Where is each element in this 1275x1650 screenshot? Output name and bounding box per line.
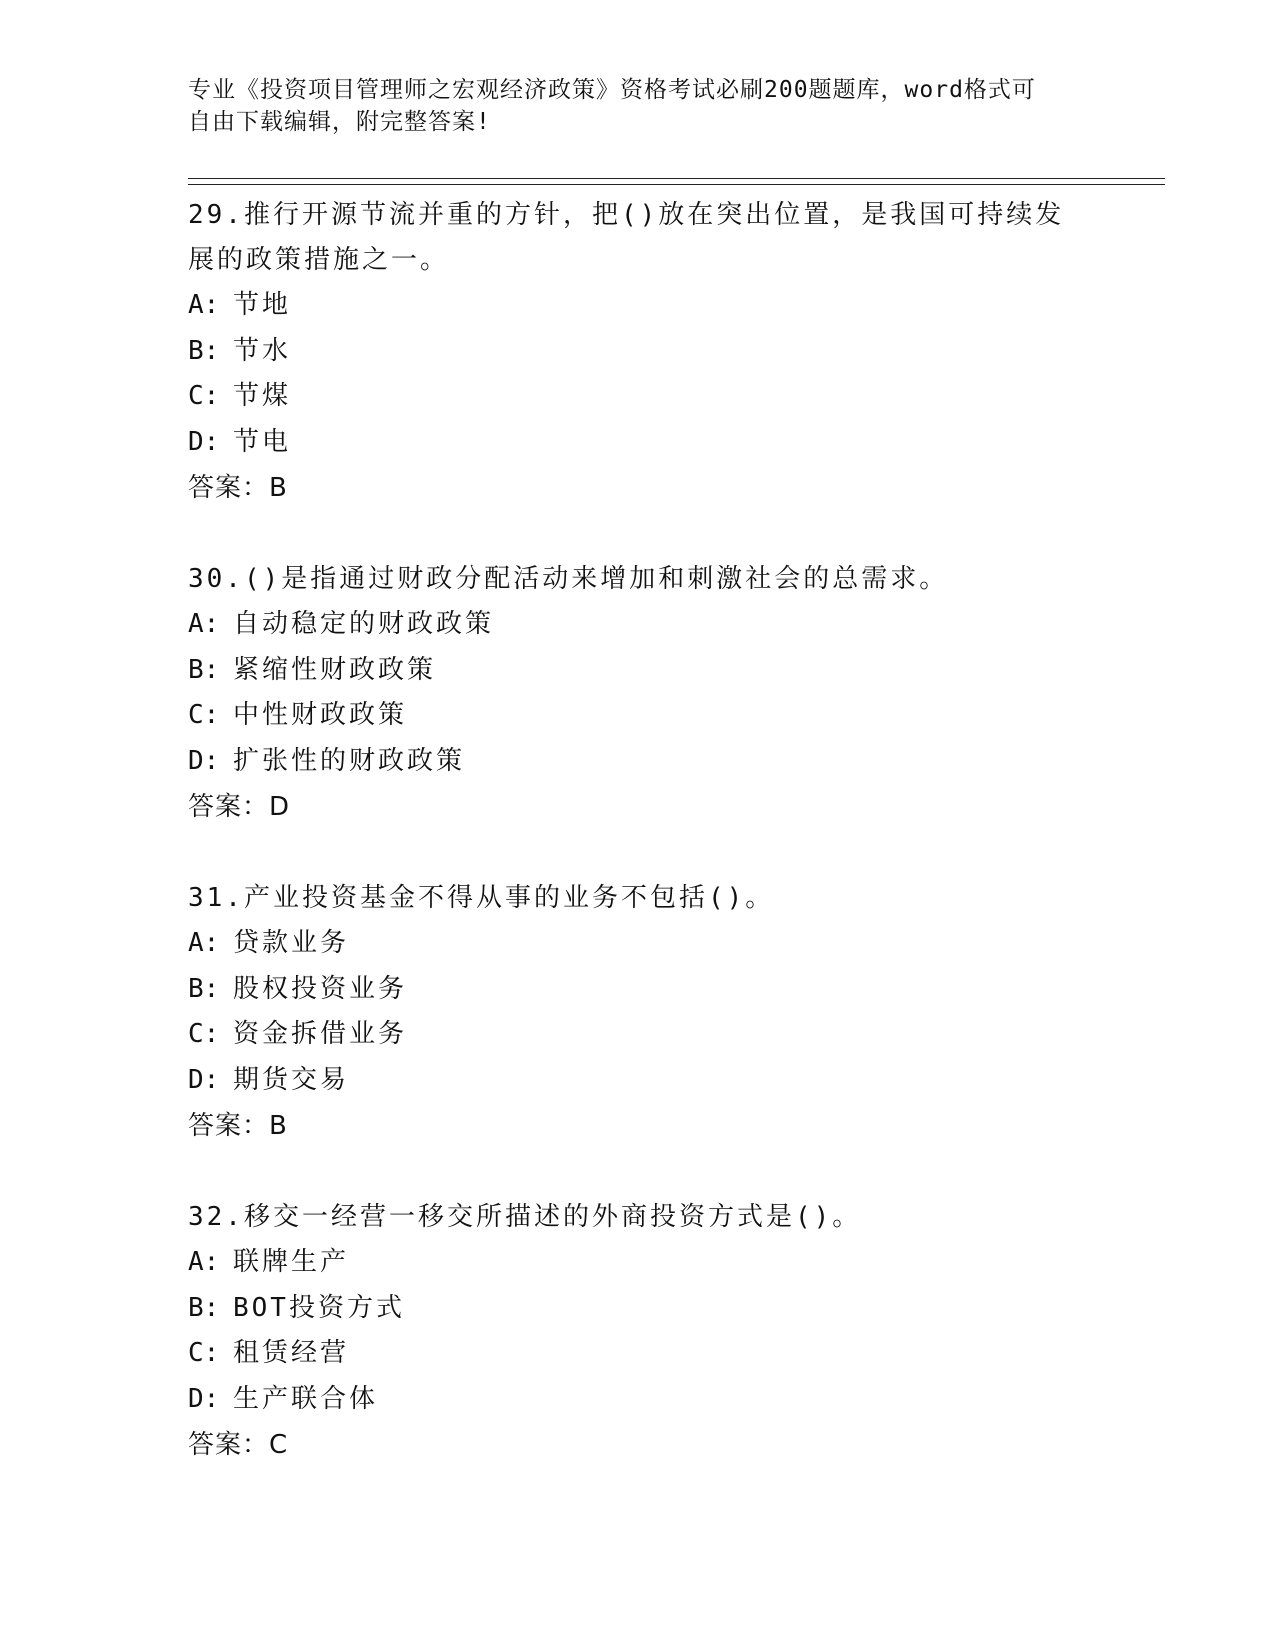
option-b [188, 967, 1148, 1013]
option-letter: D: [188, 426, 220, 457]
header-line-2: 自由下载编辑，附完整答案! [188, 109, 491, 135]
header-rule-bottom [188, 184, 1165, 185]
option-text: BOT投资方式 [233, 1292, 405, 1323]
question-stem: 30.()是指通过财政分配活动来增加和刺激社会的总需求。 [188, 564, 949, 594]
option-c [188, 374, 1148, 420]
header-rule-top [188, 178, 1165, 179]
option-c [188, 693, 1148, 739]
question-31 [188, 876, 1148, 1149]
option-text: 节地 [233, 290, 292, 320]
option-letter: D: [188, 745, 220, 776]
option-text: 生产联合体 [233, 1383, 379, 1414]
header-line-1: 专业《投资项目管理师之宏观经济政策》资格考试必刷200题题库，word格式可 [188, 77, 1036, 103]
option-text: 期货交易 [233, 1064, 350, 1095]
option-letter: C: [188, 1019, 220, 1049]
option-text: 联牌生产 [233, 1247, 350, 1277]
question-30 [188, 557, 1148, 830]
answer-line: 答案：B [188, 473, 288, 503]
option-a [188, 1240, 1148, 1286]
option-d [188, 420, 1148, 466]
question-stem: 31.产业投资基金不得从事的业务不包括()。 [188, 883, 775, 913]
option-letter: C: [188, 700, 220, 730]
option-d [188, 739, 1148, 785]
answer-line: 答案：C [188, 1430, 289, 1460]
option-d [188, 1058, 1148, 1104]
option-a [188, 921, 1148, 967]
option-letter: A: [188, 609, 220, 639]
option-b [188, 648, 1148, 694]
option-text: 自动稳定的财政政策 [233, 609, 495, 639]
answer-line: 答案：B [188, 1111, 288, 1141]
document-header [188, 74, 1088, 138]
option-letter: D: [188, 1064, 220, 1095]
option-b [188, 329, 1148, 375]
option-a [188, 602, 1148, 648]
option-b [188, 1286, 1148, 1332]
option-text: 资金拆借业务 [233, 1019, 408, 1049]
question-32 [188, 1195, 1148, 1468]
option-letter: A: [188, 290, 220, 320]
option-letter: C: [188, 381, 220, 411]
option-letter: C: [188, 1338, 220, 1368]
option-letter: B: [188, 1292, 220, 1323]
answer-line: 答案：D [188, 792, 291, 822]
option-text: 租赁经营 [233, 1338, 350, 1368]
option-letter: B: [188, 335, 220, 366]
option-text: 扩张性的财政政策 [233, 745, 466, 776]
option-text: 股权投资业务 [233, 973, 408, 1004]
option-text: 贷款业务 [233, 928, 350, 958]
question-29 [188, 193, 1148, 511]
option-text: 节煤 [233, 381, 292, 411]
question-stem: 32.移交一经营一移交所描述的外商投资方式是()。 [188, 1202, 862, 1232]
option-letter: A: [188, 928, 220, 958]
option-a [188, 283, 1148, 329]
option-c [188, 1331, 1148, 1377]
question-stem: 29.推行开源节流并重的方针，把()放在突出位置，是我国可持续发展的政策措施之一。 [188, 200, 1065, 275]
option-c [188, 1012, 1148, 1058]
option-letter: B: [188, 654, 220, 685]
option-text: 节电 [233, 426, 292, 457]
option-text: 中性财政政策 [233, 700, 408, 730]
option-letter: D: [188, 1383, 220, 1414]
question-list [188, 193, 1148, 1514]
option-text: 节水 [233, 335, 292, 366]
option-d [188, 1377, 1148, 1423]
option-letter: B: [188, 973, 220, 1004]
option-letter: A: [188, 1247, 220, 1277]
option-text: 紧缩性财政政策 [233, 654, 437, 685]
